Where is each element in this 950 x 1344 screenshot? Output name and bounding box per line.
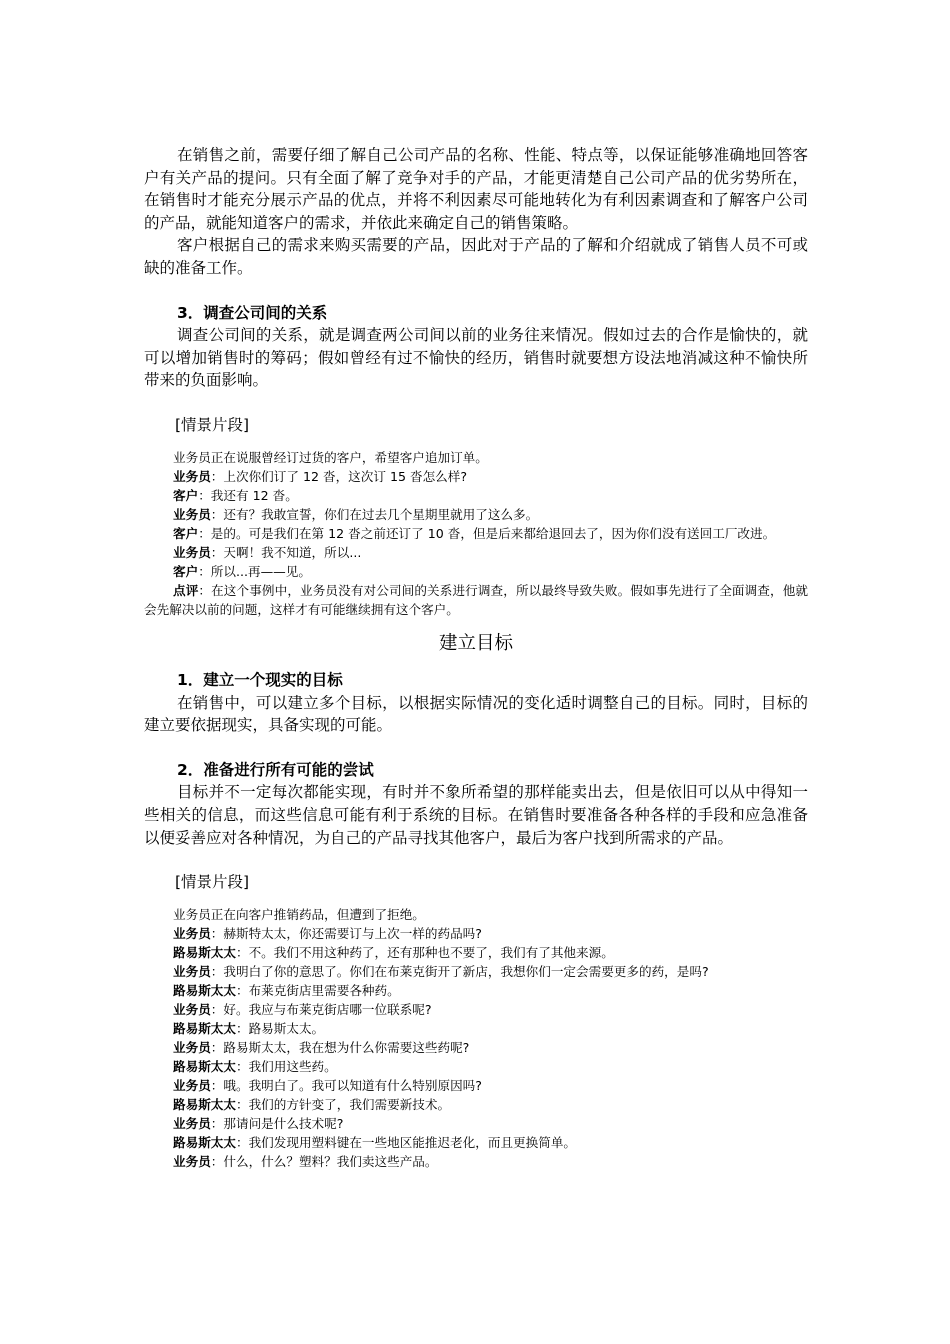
dialogue-line: 业务员：天啊！我不知道，所以... [173, 544, 362, 560]
dialogue-line: 路易斯太太：路易斯太太。 [173, 1021, 325, 1037]
scene-title: [情景片段] [175, 873, 250, 892]
speaker-label: 业务员 [173, 506, 211, 522]
speaker-label: 业务员 [173, 1116, 211, 1132]
dialogue-text: 我明白了你的意思了。你们在布莱克街开了新店，我想你们一定会需要更多的药，是吗? [223, 964, 709, 980]
dialogue-line: 业务员：哦。我明白了。我可以知道有什么特别原因吗? [173, 1078, 482, 1094]
scene-intro: 业务员正在说服曾经订过货的客户，希望客户追加订单。 [173, 449, 488, 465]
dialogue-line: 业务员：那请问是什么技术呢? [173, 1116, 344, 1132]
intro-paragraph: 客户根据自己的需求来购买需要的产品，因此对于产品的了解和介绍就成了销售人员不可或缺的准备工作。 [144, 236, 808, 277]
speaker-label: 业务员 [173, 1078, 211, 1094]
dialogue-line: 路易斯太太：不。我们不用这种药了，还有那种也不要了，我们有了其他来源。 [173, 945, 614, 961]
speaker-label: 客户 [173, 563, 199, 579]
section-heading: 2．准备进行所有可能的尝试 [177, 760, 374, 779]
dialogue-text: 那请问是什么技术呢? [223, 1116, 344, 1132]
speaker-label: 业务员 [173, 926, 211, 942]
dialogue-text: 布莱克街店里需要各种药。 [248, 983, 400, 999]
speaker-label: 路易斯太太 [173, 1135, 236, 1151]
speaker-label: 点评 [173, 582, 199, 598]
dialogue-line: 业务员：上次你们订了 12 沓，这次订 15 沓怎么样? [173, 468, 468, 484]
dialogue-text: 赫斯特太太，你还需要订与上次一样的药品吗? [223, 926, 482, 942]
speaker-label: 客户 [173, 487, 199, 503]
speaker-label: 业务员 [173, 1002, 211, 1018]
section-paragraph: 目标并不一定每次都能实现，有时并不象所希望的那样能卖出去，但是依旧可以从中得知一些相关的信息，而这些信息可能有利于系统的目标。在销售时要准备各种各样的手段和应急准备以便妥善应对各种情况，为自己的产品寻找其他客户，最后为客户找到所需求的产品。 [144, 783, 808, 847]
speaker-label: 业务员 [173, 544, 211, 560]
speaker-label: 路易斯太太 [173, 1021, 236, 1037]
dialogue-list [144, 924, 808, 1171]
section-paragraph: 在销售中，可以建立多个目标，以根据实际情况的变化适时调整自己的目标。同时，目标的建立要依据现实，具备实现的可能。 [144, 693, 808, 735]
dialogue-line: 客户：我还有 12 沓。 [173, 487, 298, 503]
dialogue-text: 我们发现用塑料键在一些地区能推迟老化，而且更换简单。 [248, 1135, 576, 1151]
dialogue-line: 业务员：赫斯特太太，你还需要订与上次一样的药品吗? [173, 926, 482, 942]
dialogue-list [144, 467, 808, 619]
dialogue-line: 路易斯太太：我们发现用塑料键在一些地区能推迟老化，而且更换简单。 [173, 1135, 576, 1151]
intro-paragraph: 在销售之前，需要仔细了解自己公司产品的名称、性能、特点等，以保证能够准确地回答客户有关产品的提问。只有全面了解了竞争对手的产品，才能更清楚自己公司产品的优劣势所在，在销售时才能充分展示产品的优点，并将不利因素尽可能地转化为有利因素调查和了解客户公司的产品，就能知道客户的需求，并依此来确定自己的销售策略。 [144, 146, 808, 232]
section-heading: 3．调查公司间的关系 [177, 303, 328, 322]
dialogue-text: 我们的方针变了，我们需要新技术。 [248, 1097, 451, 1113]
speaker-label: 路易斯太太 [173, 945, 236, 961]
dialogue-text: 我还有 12 沓。 [210, 487, 298, 503]
speaker-label: 业务员 [173, 468, 211, 484]
section-title: 建立目标 [438, 632, 513, 654]
speaker-label: 业务员 [173, 1040, 211, 1056]
dialogue-text: 路易斯太太，我在想为什么你需要这些药呢? [223, 1040, 470, 1056]
dialogue-text: 在这个事例中，业务员没有对公司间的关系进行调查，所以最终导致失败。假如事先进行了全面调查，他就会先解决以前的问题，这样才有可能继续拥有这个客户。 [144, 582, 809, 617]
dialogue-line: 路易斯太太：我们用这些药。 [173, 1059, 337, 1075]
speaker-label: 路易斯太太 [173, 1059, 236, 1075]
dialogue-text: 好。我应与布莱克街店哪一位联系呢? [223, 1002, 432, 1018]
section-paragraph: 调查公司间的关系，就是调查两公司间以前的业务往来情况。假如过去的合作是愉快的，就可以增加销售时的筹码；假如曾经有过不愉快的经历，销售时就要想方设法地消减这种不愉快所带来的负面影响。 [144, 326, 808, 390]
dialogue-line: 客户：所以...再——见。 [173, 563, 311, 579]
dialogue-line: 点评：在这个事例中，业务员没有对公司间的关系进行调查，所以最终导致失败。假如事先进行了全面调查，他就会先解决以前的问题，这样才有可能继续拥有这个客户。 [144, 582, 809, 617]
dialogue-line: 业务员：什么，什么？塑料？我们卖这些产品。 [173, 1154, 438, 1170]
document-page [144, 144, 808, 1171]
speaker-label: 路易斯太太 [173, 1097, 236, 1113]
dialogue-text: 路易斯太太。 [248, 1021, 325, 1037]
dialogue-line: 路易斯太太：我们的方针变了，我们需要新技术。 [173, 1097, 451, 1113]
speaker-label: 业务员 [173, 1154, 211, 1170]
speaker-label: 客户 [173, 525, 199, 541]
dialogue-line: 业务员：好。我应与布莱克街店哪一位联系呢? [173, 1002, 432, 1018]
dialogue-text: 所以...再——见。 [210, 563, 311, 579]
dialogue-line: 业务员：还有？我敢宣誓，你们在过去几个星期里就用了这么多。 [173, 506, 539, 522]
dialogue-text: 还有？我敢宣誓，你们在过去几个星期里就用了这么多。 [223, 506, 539, 522]
speaker-label: 业务员 [173, 964, 211, 980]
dialogue-line: 路易斯太太：布莱克街店里需要各种药。 [173, 983, 400, 999]
scene-intro: 业务员正在向客户推销药品，但遭到了拒绝。 [173, 907, 425, 923]
dialogue-text: 不。我们不用这种药了，还有那种也不要了，我们有了其他来源。 [248, 945, 614, 961]
dialogue-text: 哦。我明白了。我可以知道有什么特别原因吗? [223, 1078, 482, 1094]
dialogue-text: 什么，什么？塑料？我们卖这些产品。 [223, 1154, 438, 1170]
speaker-label: 路易斯太太 [173, 983, 236, 999]
dialogue-text: 上次你们订了 12 沓，这次订 15 沓怎么样? [223, 468, 468, 484]
scene-title: [情景片段] [175, 415, 250, 434]
dialogue-line: 业务员：路易斯太太，我在想为什么你需要这些药呢? [173, 1040, 470, 1056]
dialogue-text: 天啊！我不知道，所以... [223, 544, 362, 560]
dialogue-text: 我们用这些药。 [248, 1059, 337, 1075]
dialogue-text: 是的。可是我们在第 12 沓之前还订了 10 沓，但是后来都给退回去了，因为你们没有送回工厂改进。 [210, 525, 776, 541]
section-heading: 1．建立一个现实的目标 [177, 670, 343, 689]
dialogue-line: 业务员：我明白了你的意思了。你们在布莱克街开了新店，我想你们一定会需要更多的药，是吗? [173, 964, 709, 980]
dialogue-line: 客户：是的。可是我们在第 12 沓之前还订了 10 沓，但是后来都给退回去了，因为你们没有送回工厂改进。 [173, 525, 776, 541]
